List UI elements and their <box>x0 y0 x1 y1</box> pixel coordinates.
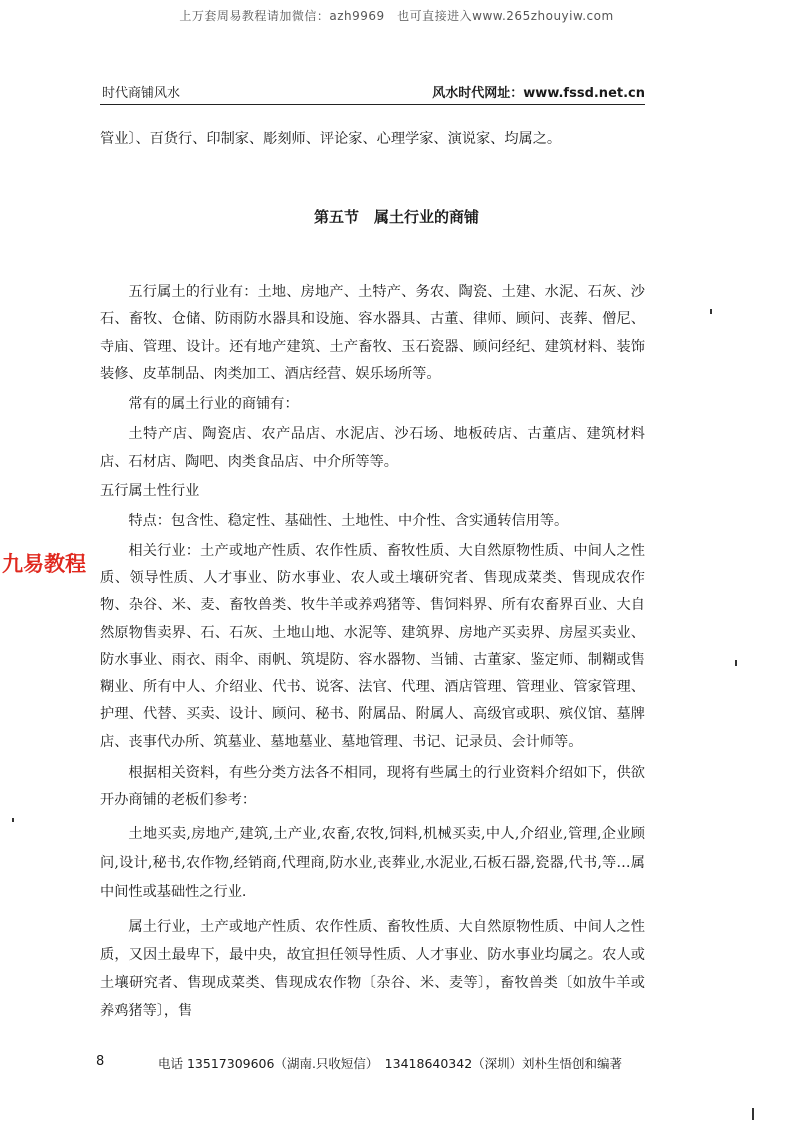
top-watermark: 上万套周易教程请加微信：azh9969 也可直接进入www.265zhouyiw.com <box>179 9 614 23</box>
continued-paragraph <box>100 126 645 153</box>
page-number: 8 <box>96 1054 105 1069</box>
scan-speck <box>12 818 14 822</box>
paragraph-earth-industries: 五行属土的行业有：土地、房地产、土特产、务农、陶瓷、土建、水泥、石灰、沙石、畜牧、仓储、防雨防水器具和设施、容水器具、古董、律师、顾问、丧葬、僧尼、寺庙、管理、设计。还有地产建筑、土产畜牧、玉石瓷器、顾问经纪、建筑材料、装饰装修、皮革制品、肉类加工、酒店经营、娱乐场所等。 <box>100 284 645 382</box>
page-footer <box>96 1054 641 1076</box>
paragraph-related-industries: 相关行业：土产或地产性质、农作性质、畜牧性质、大自然原物性质、中间人之性质、领导性质、人才事业、防水事业、农人或土壤研究者、售现成菜类、售现成农作物、杂谷、米、麦、畜牧兽类、牧牛羊或养鸡猪等、售饲料界、所有农畜界百业、大自然原物售卖界、石、石灰、土地山地、水泥等、建筑界、房地产买卖界、房屋买卖业、防水事业、雨衣、雨伞、雨帆、筑堤防、容水器物、当铺、古董家、鉴定师、制糊或售糊业、所有中人、介绍业、代书、说客、法官、代理、酒店管理、管理业、管家管理、护理、代替、买卖、设计、顾问、秘书、附属品、附属人、高级官或职、殡仪馆、墓牌店、丧事代办所、筑墓业、墓地墓业、墓地管理、书记、记录员、会计师等。 <box>100 542 645 750</box>
author-credit: 刘朴生悟创和编著 <box>522 1056 623 1071</box>
contact-phone: 电话 13517309606（湖南.只收短信） 13418640342（深圳） <box>158 1056 523 1071</box>
scan-speck <box>710 309 712 314</box>
header-website: 风水时代网址：www.fssd.net.cn <box>432 86 645 101</box>
scan-speck <box>735 660 737 666</box>
paragraph-common-shops: 土特产店、陶瓷店、农产品店、水泥店、沙石场、地板砖店、古董店、建筑材料店、石材店、陶吧、肉类食品店、中介所等等。 <box>100 426 645 470</box>
header-book-title: 时代商铺风水 <box>102 86 181 101</box>
paragraph-subheading: 五行属土性行业 <box>100 483 200 500</box>
main-text <box>100 279 645 1025</box>
page-header <box>100 82 645 105</box>
side-watermark: 九易教程 <box>2 552 86 576</box>
paragraph-continued: 管业〕、百货行、印制家、彫刻师、评论家、心理学家、演说家、均属之。 <box>100 131 562 147</box>
scan-speck <box>752 1108 754 1120</box>
paragraph-references: 根据相关资料，有些分类方法各不相同，现将有些属土的行业资料介绍如下，供欲开办商铺的老板们参考： <box>100 765 645 809</box>
paragraph-industry-list: 土地买卖,房地产,建筑,土产业,农畜,农牧,饲料,机械买卖,中人,介绍业,管理,企业顾问,设计,秘书,农作物,经销商,代理商,防水业,丧葬业,水泥业,石板石器,瓷器,代书,等…属中间性或基础性之行业. <box>100 825 645 900</box>
section-title: 第五节 属土行业的商铺 <box>313 208 479 226</box>
paragraph-earth-nature: 属土行业，土产或地产性质、农作性质、畜牧性质、大自然原物性质、中间人之性质，又因土最卑下，最中央，故宜担任领导性质、人才事业、防水事业均属之。农人或土壤研究者、售现成菜类、售现成农作物〔杂谷、米、麦等〕，畜牧兽类〔如放牛羊或养鸡猪等〕，售 <box>100 918 645 1019</box>
paragraph-features: 特点：包含性、稳定性、基础性、土地性、中介性、含实通转信用等。 <box>128 513 569 530</box>
paragraph-common-shops-intro: 常有的属土行业的商铺有： <box>128 396 299 413</box>
